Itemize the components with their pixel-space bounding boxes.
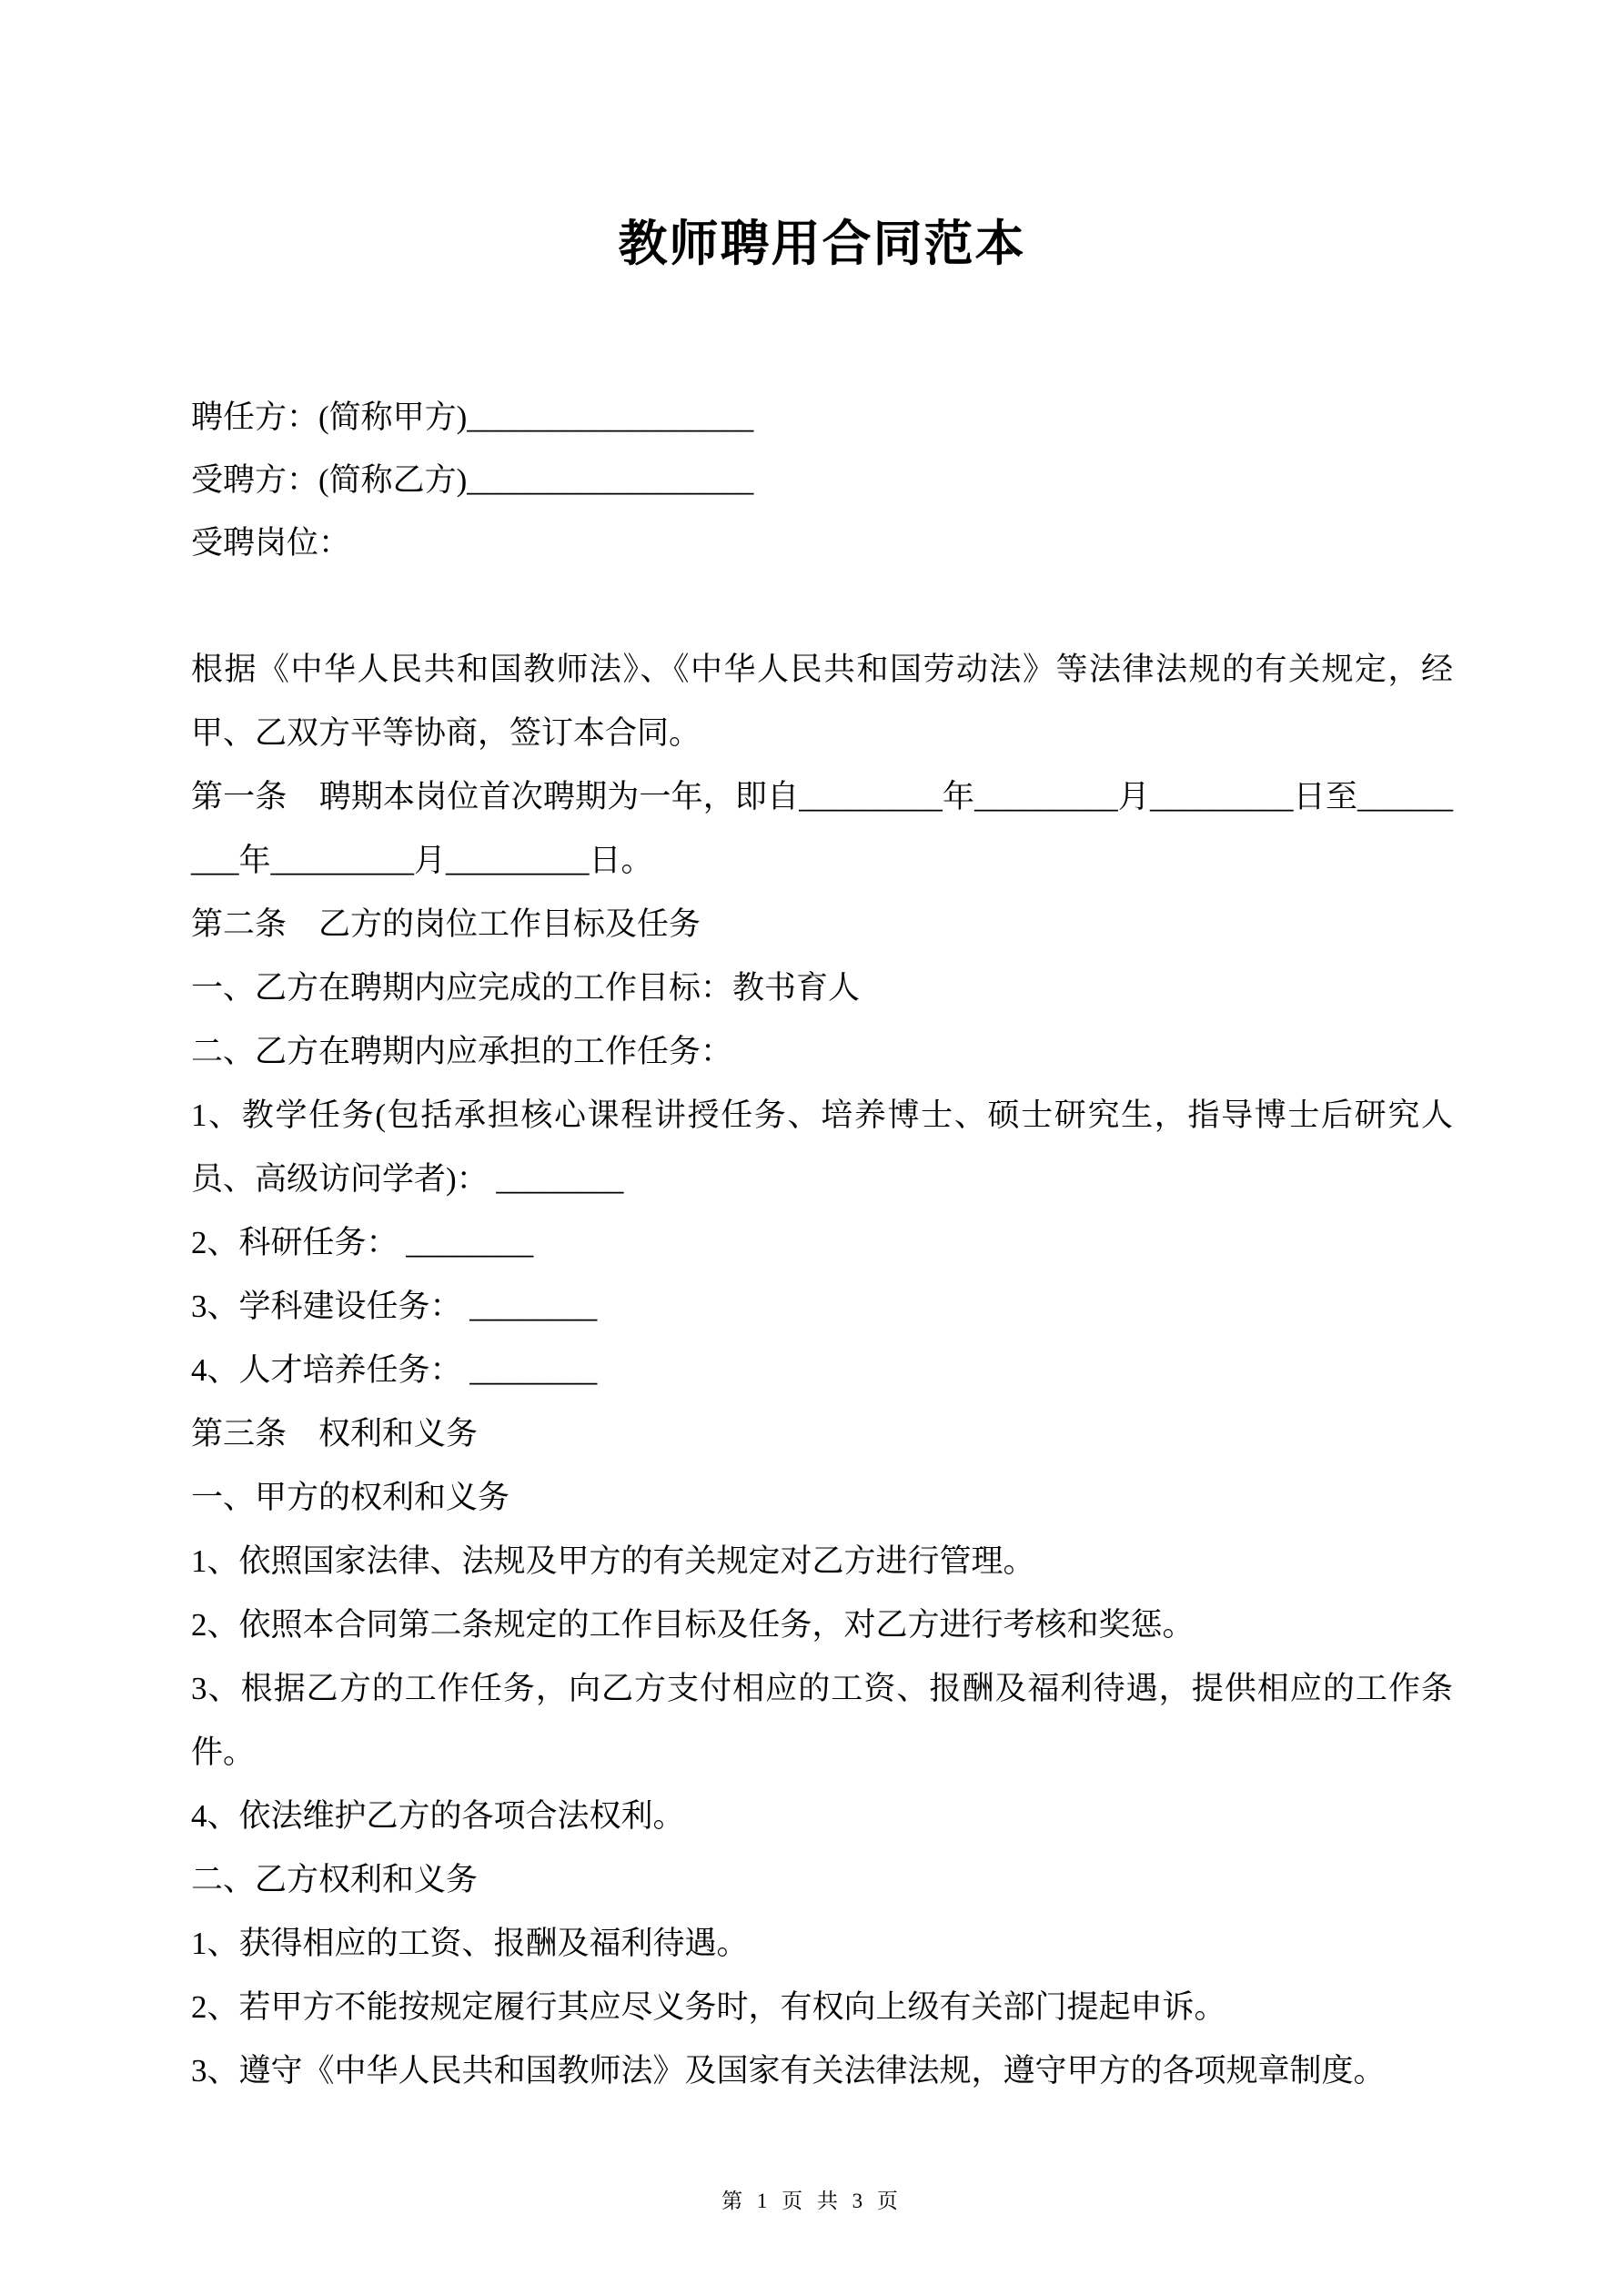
contract-parties-block — [191, 386, 1453, 574]
task-teaching: 1、教学任务(包括承担核心课程讲授任务、培养博士、硕士研究生，指导博士后研究人员、高级访问学者)： ________ — [191, 1097, 1453, 1197]
task-research: 2、科研任务： ________ — [191, 1225, 534, 1260]
document-title: 教师聘用合同范本 — [618, 217, 1026, 271]
party-a-right-3: 3、根据乙方的工作任务，向乙方支付相应的工资、报酬及福利待遇，提供相应的工作条件。 — [191, 1671, 1453, 1770]
clause-2-item-2: 二、乙方在聘期内应承担的工作任务： — [191, 1034, 733, 1069]
party-b-line: 受聘方：(简称乙方)__________________ — [191, 462, 754, 498]
task-discipline: 3、学科建设任务： ________ — [191, 1289, 598, 1324]
party-a-right-2: 2、依照本合同第二条规定的工作目标及任务，对乙方进行考核和奖惩。 — [191, 1607, 1195, 1643]
party-a-rights-heading: 一、甲方的权利和义务 — [191, 1480, 510, 1515]
contract-body — [191, 638, 1453, 2103]
clause-2-item-1: 一、乙方在聘期内应完成的工作目标：教书育人 — [191, 970, 861, 1006]
party-a-right-1: 1、依照国家法律、法规及甲方的有关规定对乙方进行管理。 — [191, 1543, 1035, 1579]
party-b-rights-heading: 二、乙方权利和义务 — [191, 1862, 479, 1897]
party-a-right-4: 4、依法维护乙方的各项合法权利。 — [191, 1798, 685, 1834]
position-line: 受聘岗位： — [191, 525, 351, 561]
page-number-footer: 第 1 页 共 3 页 — [721, 2190, 903, 2212]
clause-1-term: 第一条 聘期本岗位首次聘期为一年，即自_________年_________月_________日至_________年_________月_________日。 — [191, 779, 1453, 878]
task-talent: 4、人才培养任务： ________ — [191, 1352, 598, 1388]
preamble-paragraph: 根据《中华人民共和国教师法》、《中华人民共和国劳动法》等法律法规的有关规定，经甲、乙双方平等协商，签订本合同。 — [191, 652, 1453, 751]
party-a-line: 聘任方：(简称甲方)__________________ — [191, 400, 754, 435]
party-b-right-1: 1、获得相应的工资、报酬及福利待遇。 — [191, 1926, 749, 1961]
clause-2-heading: 第二条 乙方的岗位工作目标及任务 — [191, 906, 701, 942]
party-b-right-3: 3、遵守《中华人民共和国教师法》及国家有关法律法规，遵守甲方的各项规章制度。 — [191, 2053, 1386, 2089]
party-b-right-2: 2、若甲方不能按规定履行其应尽义务时，有权向上级有关部门提起申诉。 — [191, 1989, 1226, 2025]
clause-3-heading: 第三条 权利和义务 — [191, 1416, 479, 1451]
